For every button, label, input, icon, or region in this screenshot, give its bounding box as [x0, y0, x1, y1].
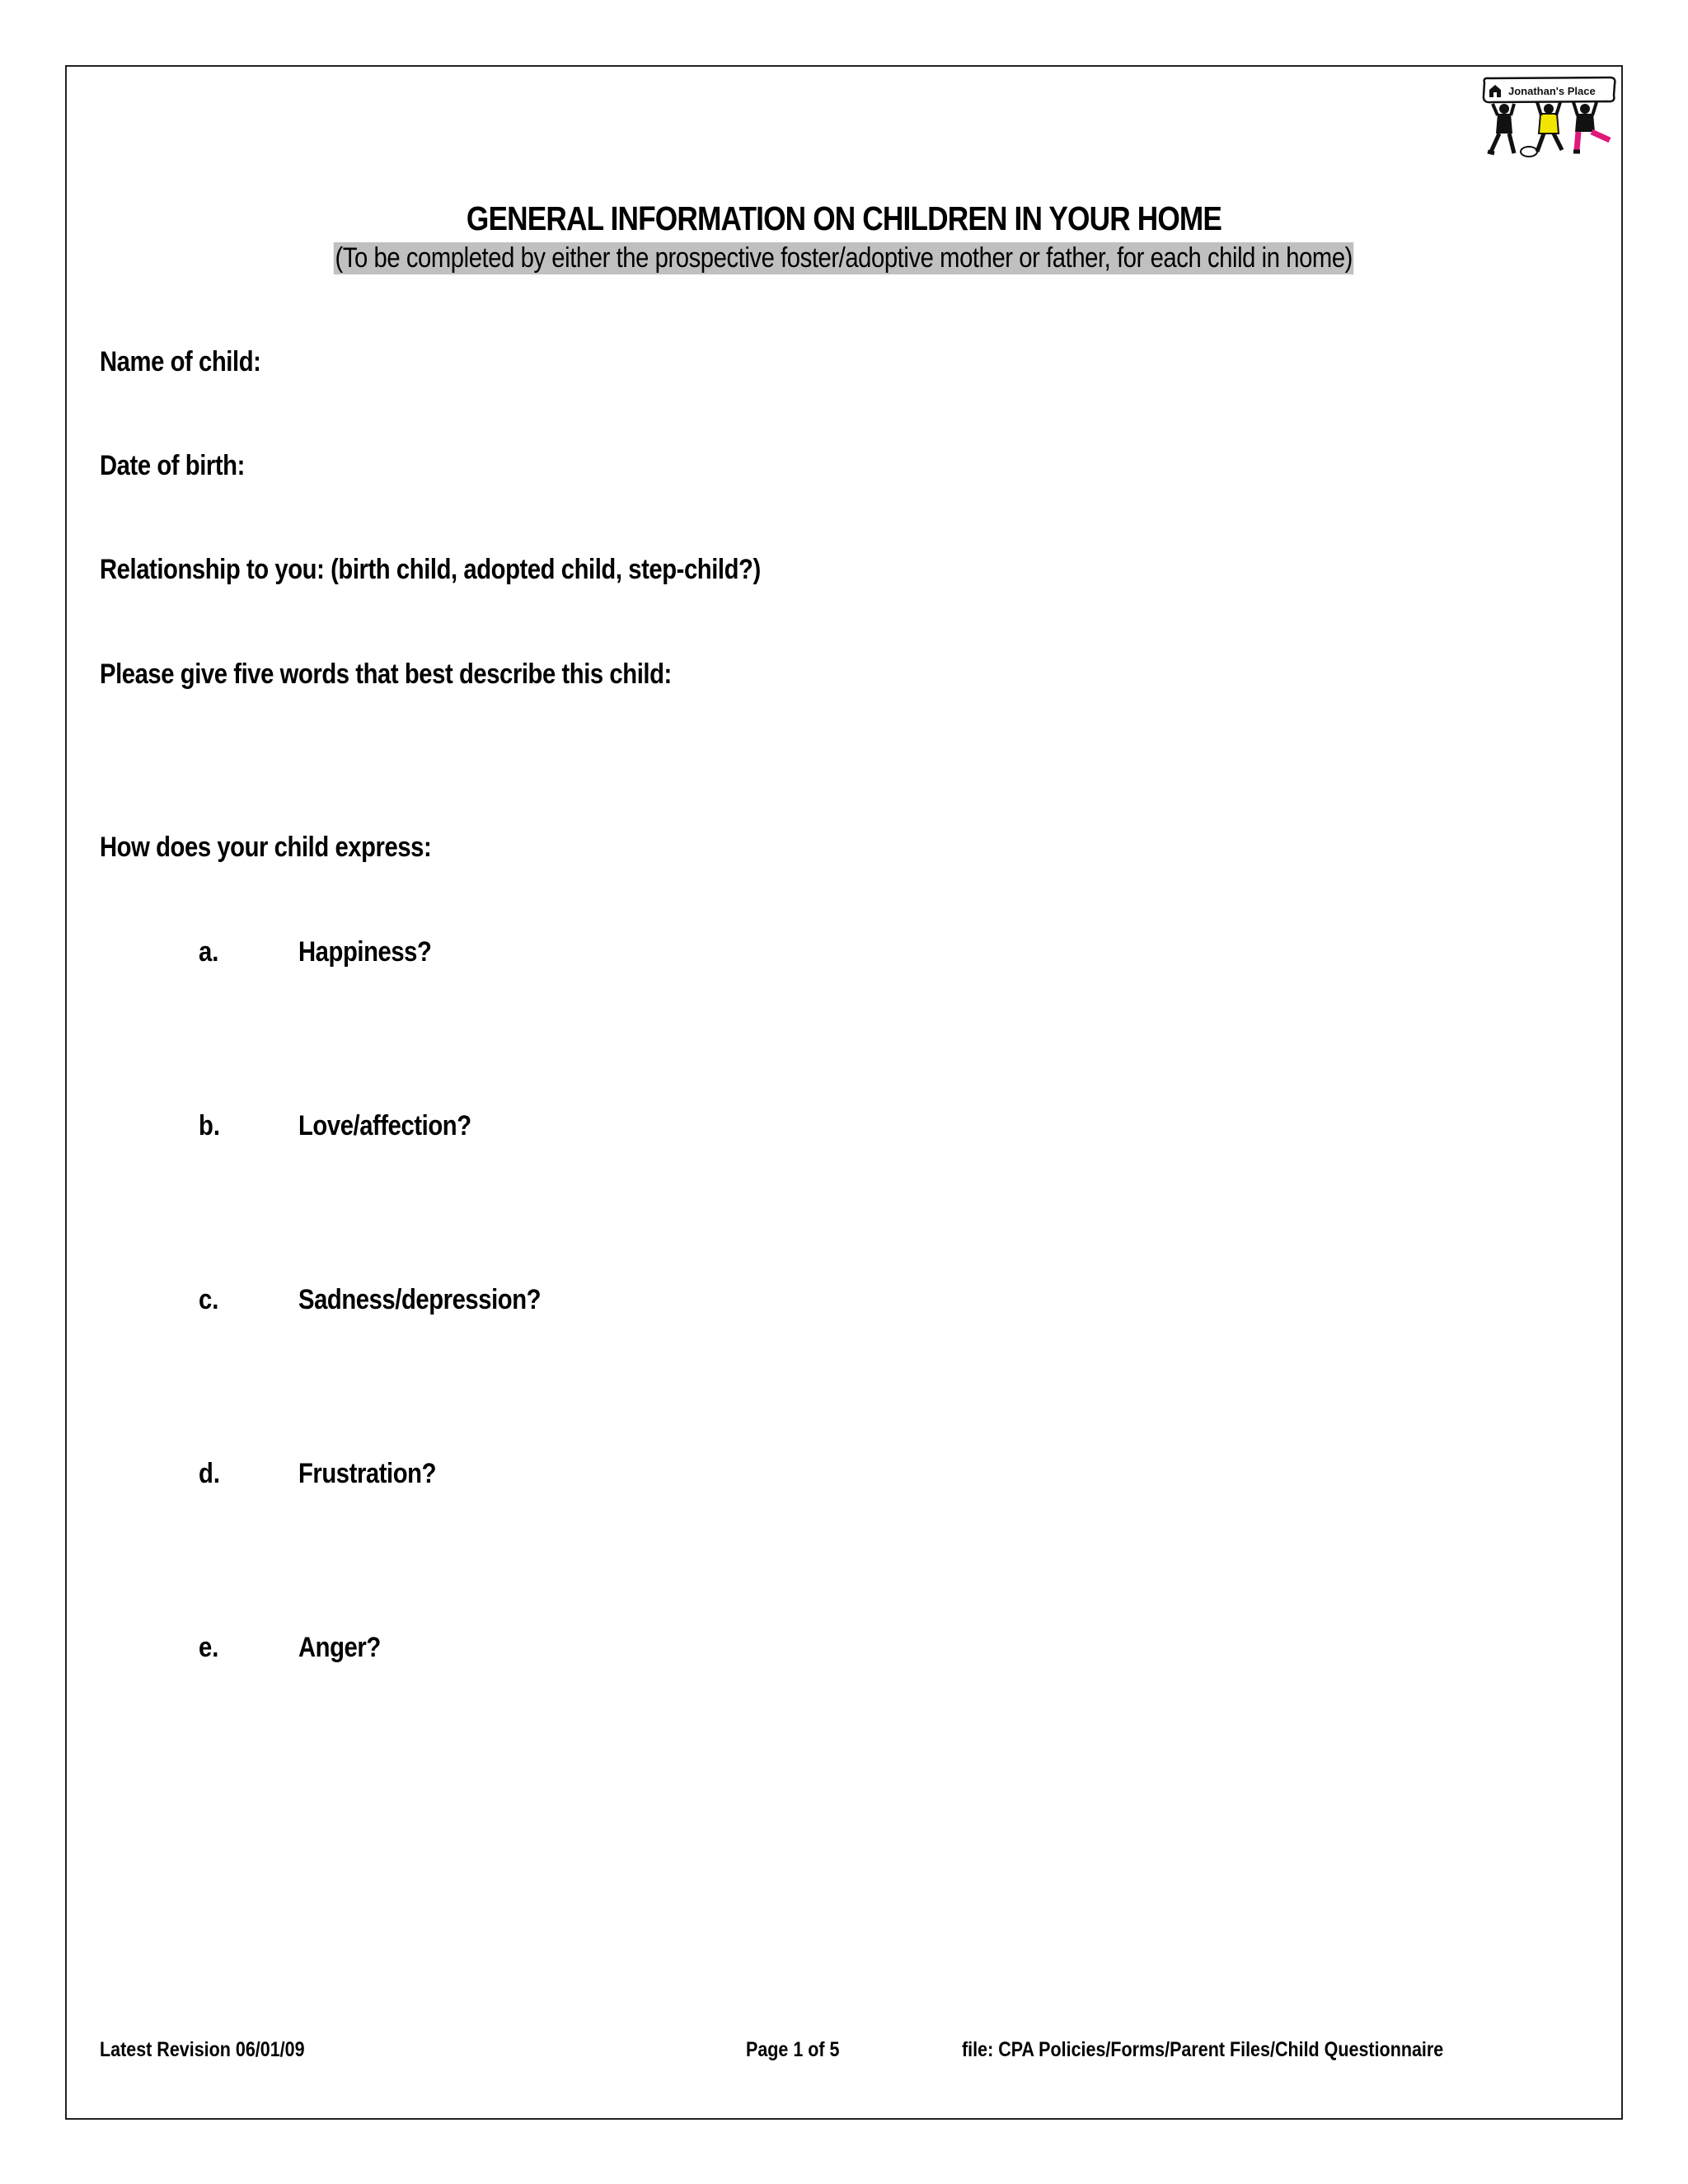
page-title: GENERAL INFORMATION ON CHILDREN IN YOUR HOME: [466, 199, 1222, 237]
five-words-label: Please give five words that best describe this child:: [100, 658, 672, 690]
page-border: [65, 65, 1623, 2120]
footer-file-path: file: CPA Policies/Forms/Parent Files/Child Questionnaire: [962, 2038, 1444, 2061]
name-of-child-label: Name of child:: [100, 346, 261, 377]
relationship-label: Relationship to you: (birth child, adopted child, step-child?): [100, 554, 761, 585]
question-letter-b: b.: [199, 1110, 220, 1141]
date-of-birth-label: Date of birth:: [100, 450, 245, 481]
logo-text: Jonathan's Place: [1508, 85, 1596, 97]
question-letter-d: d.: [199, 1458, 220, 1489]
question-anger: Anger?: [298, 1632, 381, 1663]
express-label: How does your child express:: [100, 832, 432, 863]
question-letter-c: c.: [199, 1284, 219, 1315]
question-letter-e: e.: [199, 1632, 219, 1663]
yellow-figure-icon: [1537, 102, 1562, 152]
question-sadness: Sadness/depression?: [298, 1284, 542, 1315]
question-frustration: Frustration?: [298, 1458, 437, 1489]
subtitle-row: [0, 242, 1688, 274]
pink-figure-icon: [1573, 102, 1610, 152]
question-love-affection: Love/affection?: [298, 1110, 471, 1141]
page-subtitle: (To be completed by either the prospective foster/adoptive mother or father, for each child in home): [335, 242, 1353, 274]
black-figure-icon: [1488, 104, 1537, 157]
footer-revision: Latest Revision 06/01/09: [100, 2038, 305, 2061]
question-happiness: Happiness?: [298, 936, 432, 968]
question-letter-a: a.: [199, 936, 219, 968]
jonathans-place-logo: [1479, 76, 1620, 165]
footer-page-number: Page 1 of 5: [746, 2038, 840, 2061]
